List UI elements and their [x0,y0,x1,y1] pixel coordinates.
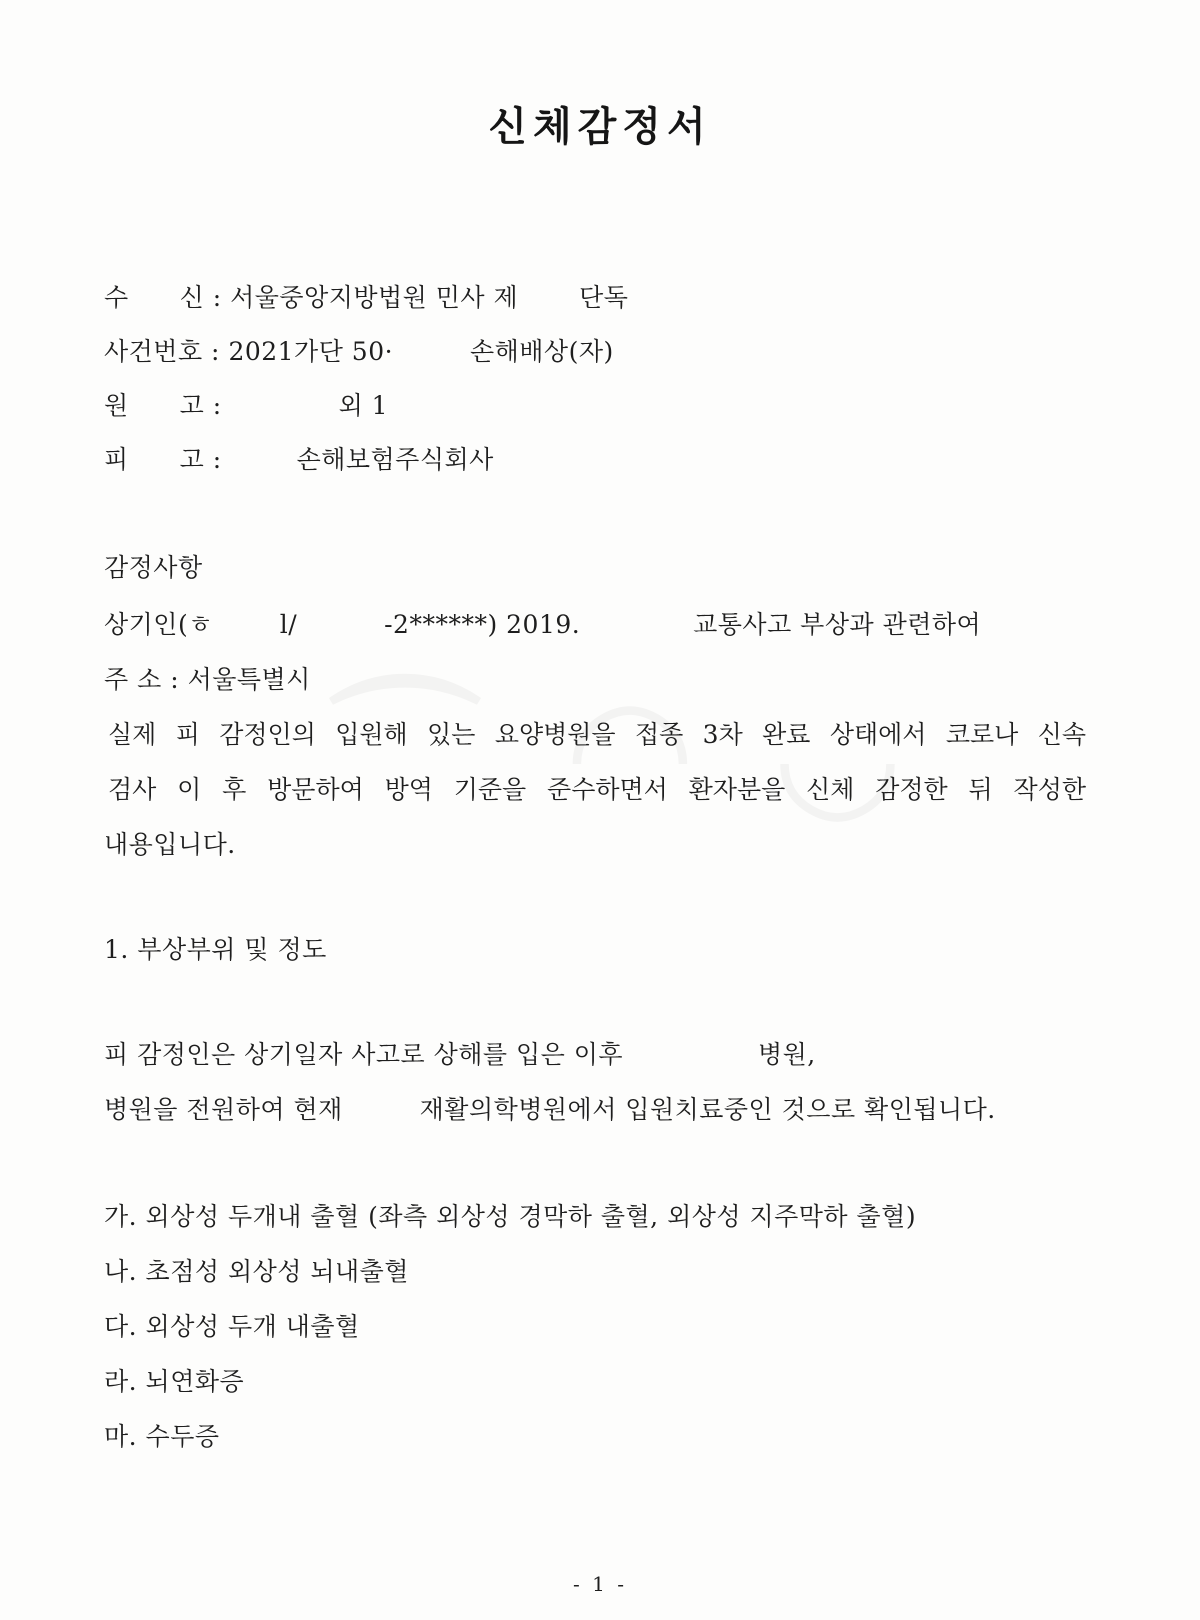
subject-row [104,605,981,641]
page-number: - 1 - [573,1572,627,1596]
defendant-row [104,440,494,476]
injury-para-1b: 병원, [757,1040,816,1069]
plaintiff-row [104,386,388,422]
injury-para-1a: 피 감정인은 상기일자 사고로 상해를 입은 이후 [104,1040,624,1069]
recipient-value: 서울중앙지방법원 민사 제 [230,283,519,312]
injury-para-2b: 재활의학병원에서 입원치료중인 것으로 확인됩니다. [419,1095,996,1124]
intro-line-3: 내용입니다. [104,830,236,859]
diagnosis-item: 마. 수두증 [104,1422,220,1451]
injury-paragraph-line-1 [104,1035,816,1071]
intro-line-1: 실제 피 감정인의 입원해 있는 요양병원을 접종 3차 완료 상태에서 코로나 신속 [108,720,1086,749]
subject-part-a: 상기인(ㅎ [104,610,213,639]
subject-part-b: l/ [279,610,298,639]
plaintiff-label: 원 고 : [104,391,222,420]
case-label: 사건번호 : [104,337,220,366]
recipient-row [104,278,628,314]
case-row [104,332,614,368]
case-type: 손해배상(자) [469,337,614,366]
section-heading: 감정사항 [104,553,203,582]
diagnosis-item: 다. 외상성 두개 내출혈 [104,1312,360,1341]
diagnosis-item: 나. 초점성 외상성 뇌내출혈 [104,1257,409,1286]
document-title: 신체감정서 [488,103,712,150]
defendant-value: 손해보험주식회사 [296,445,494,474]
address-row: 주 소 : 서울특별시 [104,665,311,694]
diagnosis-item: 라. 뇌연화증 [104,1367,245,1396]
injury-para-2a: 병원을 전원하여 현재 [104,1095,343,1124]
diagnosis-item: 가. 외상성 두개내 출혈 (좌측 외상성 경막하 출혈, 외상성 지주막하 출혈) [104,1202,917,1231]
recipient-label: 수 신 : [104,283,222,312]
plaintiff-value: 외 1 [338,391,389,420]
defendant-label: 피 고 : [104,445,222,474]
injury-heading: 1. 부상부위 및 정도 [104,935,327,964]
recipient-suffix: 단독 [579,283,629,312]
intro-line-2: 검사 이 후 방문하여 방역 기준을 준수하면서 환자분을 신체 감정한 뒤 작성한 [108,775,1086,804]
subject-part-c: -2******) 2019. [384,610,581,639]
injury-paragraph-line-2 [104,1090,996,1126]
subject-part-d: 교통사고 부상과 관련하여 [693,610,982,639]
case-number: 2021가단 50· [228,337,394,366]
